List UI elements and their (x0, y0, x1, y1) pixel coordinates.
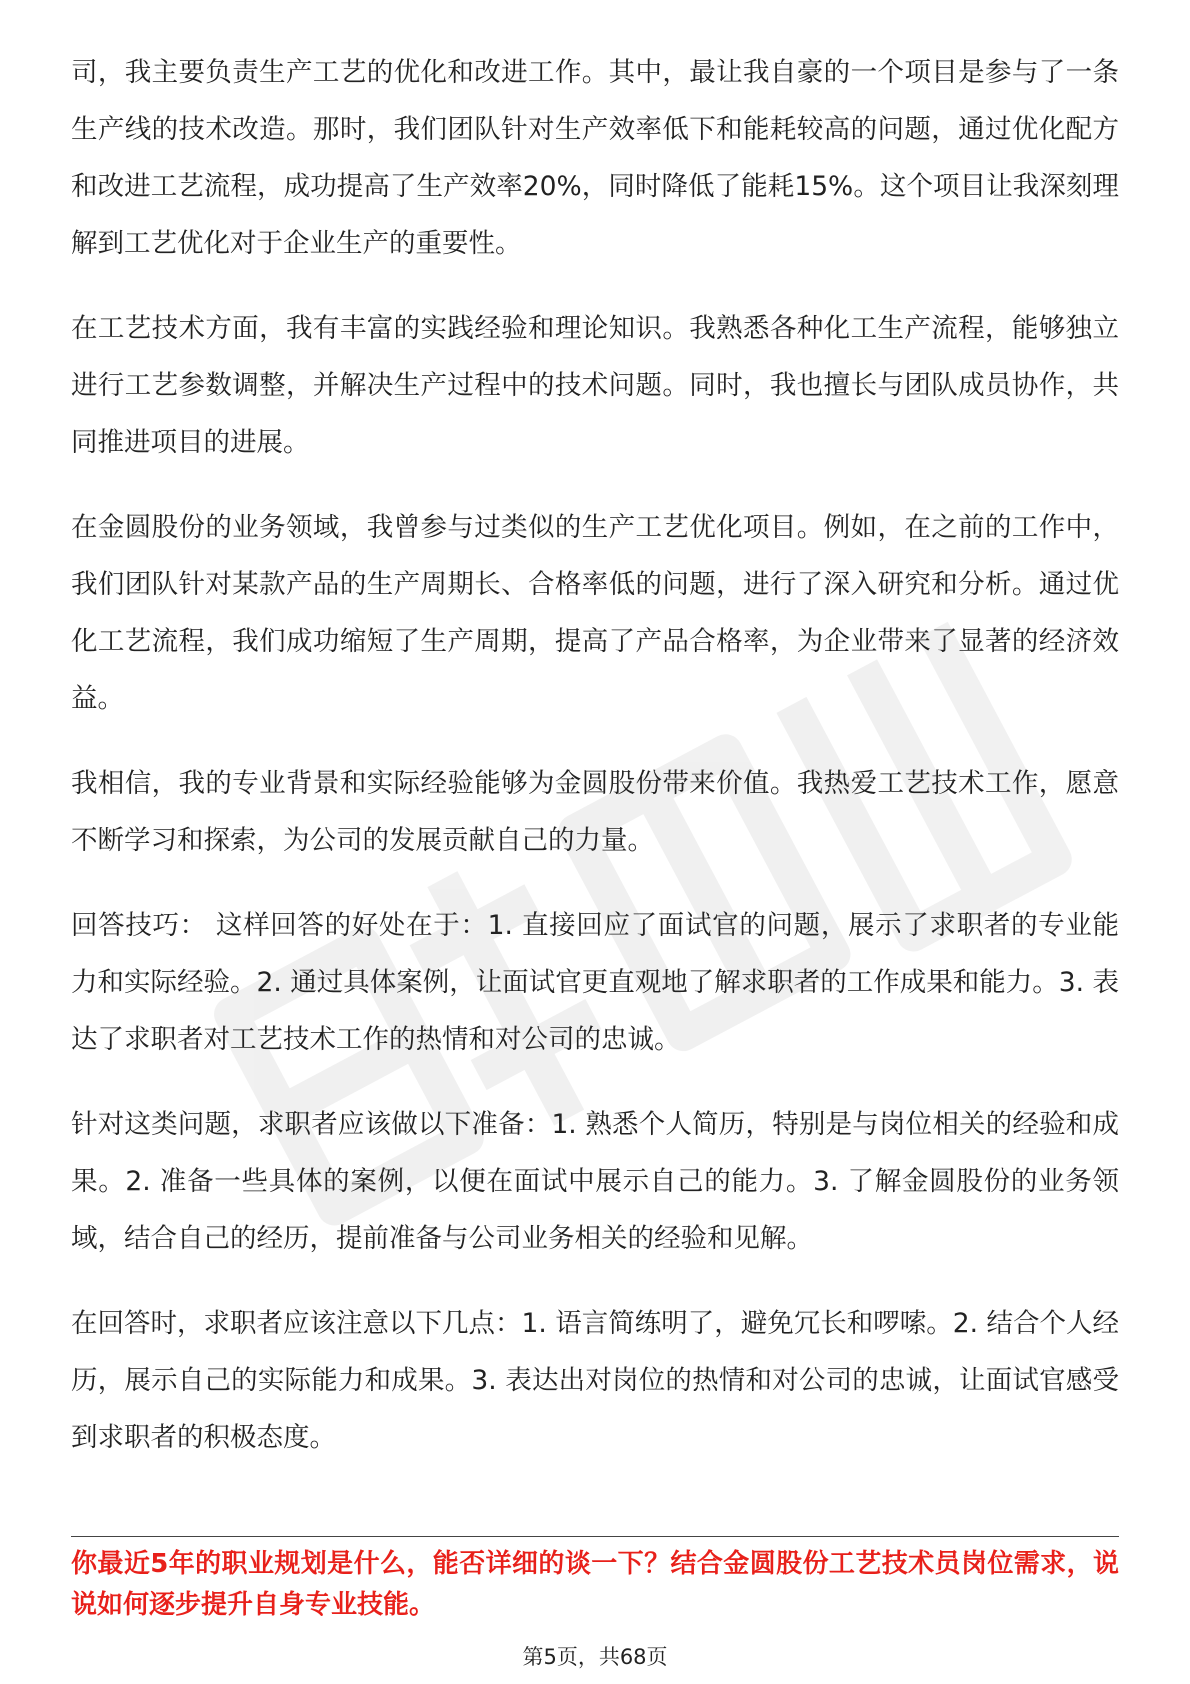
answer-tips-paragraph: 回答技巧： 这样回答的好处在于：1. 直接回应了面试官的问题，展示了求职者的专业能力和实际经验。2. 通过具体案例，让面试官更直观地了解求职者的工作成果和能力。3. 表达了求职者对工艺技术工作的热情和对公司的忠诚。 (71, 910, 1119, 1055)
answer-paragraph: 在工艺技术方面，我有丰富的实践经验和理论知识。我熟悉各种化工生产流程，能够独立进行工艺参数调整，并解决生产过程中的技术问题。同时，我也擅长与团队成员协作，共同推进项目的进展。 (71, 313, 1119, 458)
answer-body (71, 44, 1119, 1466)
answer-paragraph: 司，我主要负责生产工艺的优化和改进工作。其中，最让我自豪的一个项目是参与了一条生产线的技术改造。那时，我们团队针对生产效率低下和能耗较高的问题，通过优化配方和改进工艺流程，成功提高了生产效率20%，同时降低了能耗15%。这个项目让我深刻理解到工艺优化对于企业生产的重要性。 (71, 57, 1119, 259)
answer-paragraph: 在金圆股份的业务领域，我曾参与过类似的生产工艺优化项目。例如，在之前的工作中，我们团队针对某款产品的生产周期长、合格率低的问题，进行了深入研究和分析。通过优化工艺流程，我们成功缩短了生产周期，提高了产品合格率，为企业带来了显著的经济效益。 (71, 512, 1119, 714)
page-footer: 第5页，共68页 (522, 1645, 668, 1669)
next-question-heading: 你最近5年的职业规划是什么，能否详细的谈一下？结合金圆股份工艺技术员岗位需求，说说如何逐步提升自身专业技能。 (71, 1549, 1119, 1620)
preparation-paragraph: 针对这类问题，求职者应该做以下准备：1. 熟悉个人简历，特别是与岗位相关的经验和成果。2. 准备一些具体的案例，以便在面试中展示自己的能力。3. 了解金圆股份的业务领域，结合自己的经历，提前准备与公司业务相关的经验和见解。 (71, 1109, 1119, 1254)
answering-notes-paragraph: 在回答时，求职者应该注意以下几点：1. 语言简练明了，避免冗长和啰嗦。2. 结合个人经历，展示自己的实际能力和成果。3. 表达出对岗位的热情和对公司的忠诚，让面试官感受到求职者的积极态度。 (71, 1308, 1119, 1453)
section-divider (71, 1536, 1119, 1537)
answer-paragraph: 我相信，我的专业背景和实际经验能够为金圆股份带来价值。我热爱工艺技术工作，愿意不断学习和探索，为公司的发展贡献自己的力量。 (71, 768, 1119, 856)
